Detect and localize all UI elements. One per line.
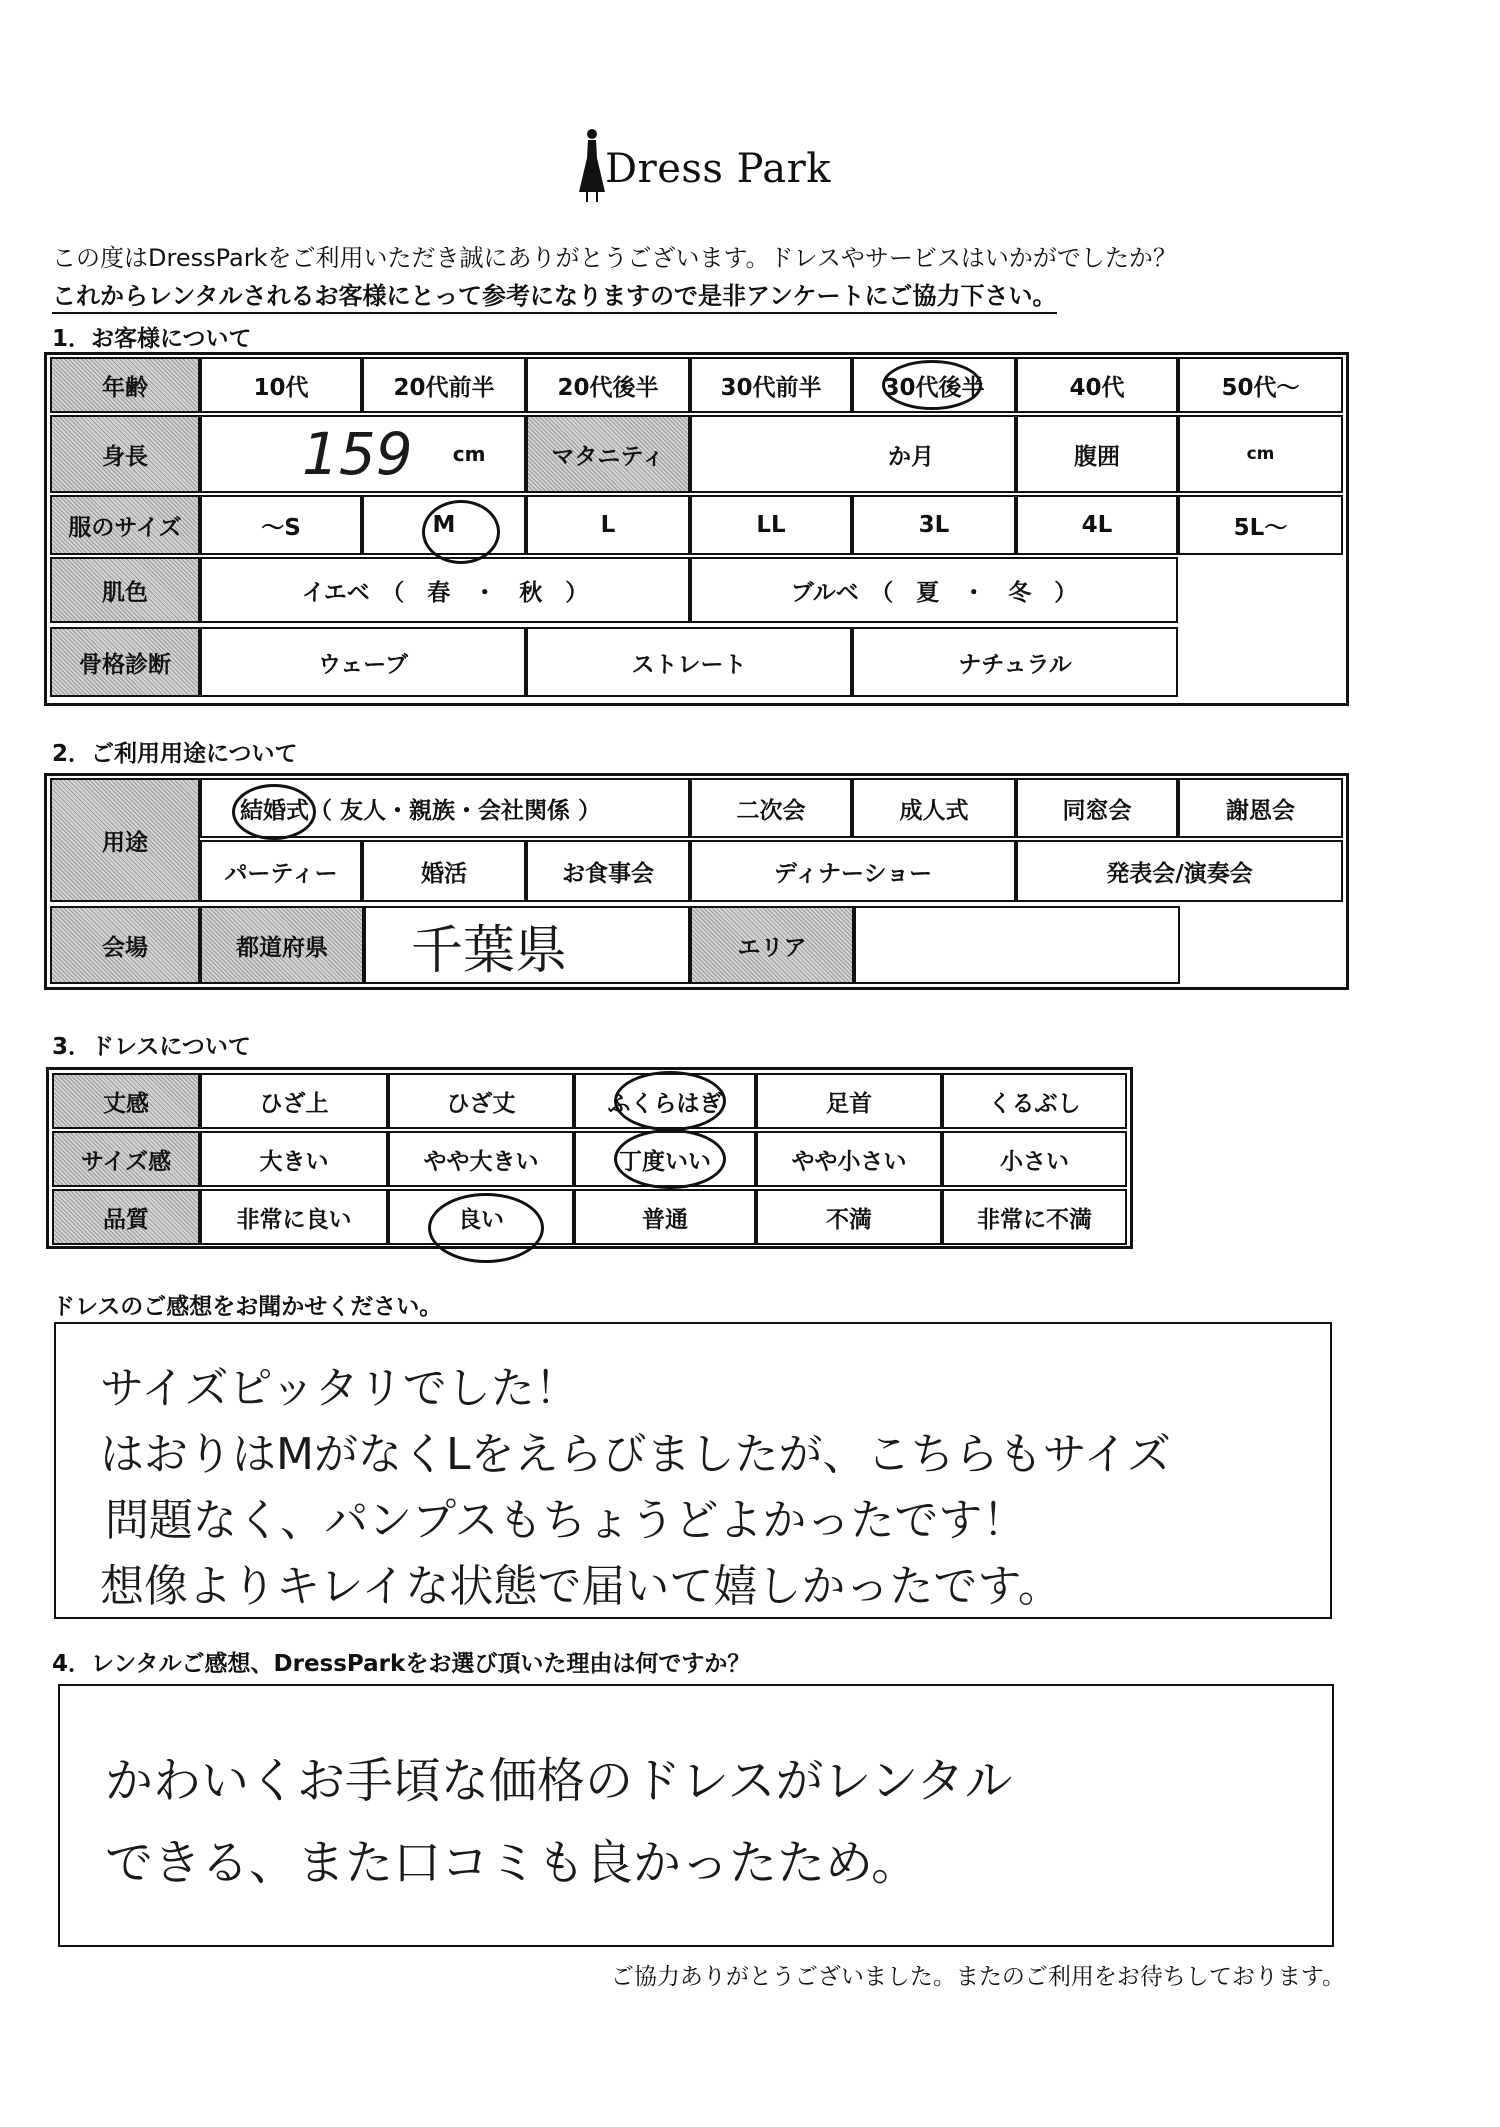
- section2-title: 2．ご利用用途について: [52, 741, 298, 767]
- comment-line: はおりはMがなくLをえらびましたが、こちらもサイズ: [100, 1429, 1171, 1480]
- age-option[interactable]: 20代後半: [526, 357, 690, 413]
- section4-title: 4．レンタルご感想、DressParkをお選び頂いた理由は何ですか？: [52, 1651, 751, 1677]
- size-option[interactable]: L: [526, 495, 690, 555]
- dress-row-label: サイズ感: [52, 1131, 200, 1187]
- frame-natural-option[interactable]: ナチュラル: [852, 627, 1178, 697]
- size-option[interactable]: ～S: [200, 495, 362, 555]
- selection-circle: [614, 1129, 726, 1189]
- dress-option[interactable]: 非常に良い: [200, 1189, 388, 1245]
- frame-label: 骨格診断: [50, 627, 200, 697]
- dress-option[interactable]: 小さい: [942, 1131, 1127, 1187]
- recital-option[interactable]: 発表会/演奏会: [1016, 840, 1343, 902]
- wedding-label: 結婚式: [240, 797, 309, 824]
- section3-title: 3．ドレスについて: [52, 1034, 251, 1060]
- selection-circle: [422, 500, 500, 564]
- dress-option[interactable]: 足首: [756, 1073, 942, 1129]
- age-option[interactable]: 30代前半: [690, 357, 852, 413]
- dinner-party-option[interactable]: お食事会: [526, 840, 690, 902]
- months-unit: か月: [888, 443, 934, 470]
- maternity-cell[interactable]: [690, 415, 1016, 493]
- thanks-party-option[interactable]: 謝恩会: [1178, 778, 1343, 838]
- konkatsu-option[interactable]: 婚活: [362, 840, 526, 902]
- dress-row-label: 品質: [52, 1189, 200, 1245]
- size-option[interactable]: LL: [690, 495, 852, 555]
- dress-option[interactable]: 非常に不満: [942, 1189, 1127, 1245]
- skin-yellow-option[interactable]: イエベ （ 春 ・ 秋 ）: [200, 557, 690, 623]
- area-field[interactable]: [854, 906, 1180, 984]
- after-party-option[interactable]: 二次会: [690, 778, 852, 838]
- comment-prompt: ドレスのご感想をお聞かせください。: [52, 1294, 443, 1320]
- dress-option[interactable]: 大きい: [200, 1131, 388, 1187]
- reason-line: かわいくお手頃な価格のドレスがレンタル: [105, 1753, 1013, 1809]
- skin-label: 肌色: [50, 557, 200, 623]
- footer-thanks: ご協力ありがとうございました。またのご利用をお待ちしております。: [610, 1964, 1345, 1990]
- selection-circle: [428, 1193, 544, 1263]
- dress-row-label: 丈感: [52, 1073, 200, 1129]
- age-option[interactable]: 10代: [200, 357, 362, 413]
- selection-circle: [614, 1071, 726, 1131]
- size-option[interactable]: 5L～: [1178, 495, 1343, 555]
- height-cell[interactable]: [200, 415, 526, 493]
- age-option[interactable]: 50代～: [1178, 357, 1343, 413]
- brand-logo: Dress Park: [605, 146, 831, 192]
- coming-of-age-option[interactable]: 成人式: [852, 778, 1016, 838]
- size-option[interactable]: 3L: [852, 495, 1016, 555]
- reunion-option[interactable]: 同窓会: [1016, 778, 1178, 838]
- dress-option[interactable]: ひざ丈: [388, 1073, 574, 1129]
- skin-blue-option[interactable]: ブルベ （ 夏 ・ 冬 ）: [690, 557, 1178, 623]
- age-label: 年齢: [50, 357, 200, 413]
- waist-cell[interactable]: cm: [1178, 415, 1343, 493]
- intro-request: これからレンタルされるお客様にとって参考になりますので是非アンケートにご協力下さい。: [52, 276, 1057, 314]
- dress-option[interactable]: ひざ上: [200, 1073, 388, 1129]
- dress-option[interactable]: やや小さい: [756, 1131, 942, 1187]
- purpose-label: 用途: [50, 778, 200, 902]
- comment-line: 想像よりキレイな状態で届いて嬉しかったです。: [100, 1561, 1062, 1612]
- dress-option[interactable]: 丁度いい: [574, 1131, 756, 1187]
- selection-circle: [232, 784, 316, 840]
- dinner-show-option[interactable]: ディナーショー: [690, 840, 1016, 902]
- size-label: 服のサイズ: [50, 495, 200, 555]
- waist-label: 腹囲: [1016, 415, 1178, 493]
- maternity-label: マタニティ: [526, 415, 690, 493]
- prefecture-field[interactable]: [364, 906, 690, 984]
- size-option[interactable]: 4L: [1016, 495, 1178, 555]
- dress-option[interactable]: くるぶし: [942, 1073, 1127, 1129]
- age-option[interactable]: 30代後半: [852, 357, 1016, 413]
- dress-option[interactable]: 普通: [574, 1189, 756, 1245]
- reason-line: できる、また口コミも良かったため。: [105, 1835, 920, 1891]
- reason-box[interactable]: [58, 1684, 1334, 1947]
- age-option[interactable]: 20代前半: [362, 357, 526, 413]
- frame-straight-option[interactable]: ストレート: [526, 627, 852, 697]
- height-label: 身長: [50, 415, 200, 493]
- dress-option[interactable]: ふくらはぎ: [574, 1073, 756, 1129]
- wedding-sub: （ 友人・親族・会社関係 ）: [309, 797, 602, 824]
- intro-text: この度はDressParkをご利用いただき誠にありがとうございます。ドレスやサービスはいかがでしたか？: [52, 244, 1177, 272]
- section1-title: 1．お客様について: [52, 326, 252, 352]
- size-option[interactable]: M: [362, 495, 526, 555]
- frame-wave-option[interactable]: ウェーブ: [200, 627, 526, 697]
- comment-line: 問題なく、パンプスもちょうどよかったです！: [105, 1495, 1027, 1546]
- selection-circle: [882, 360, 982, 410]
- party-option[interactable]: パーティー: [200, 840, 362, 902]
- height-unit: cm: [452, 442, 486, 466]
- dress-option[interactable]: 不満: [756, 1189, 942, 1245]
- comment-line: サイズピッタリでした！: [100, 1363, 579, 1414]
- dress-option[interactable]: やや大きい: [388, 1131, 574, 1187]
- age-option[interactable]: 40代: [1016, 357, 1178, 413]
- prefecture-label: 都道府県: [200, 906, 364, 984]
- venue-label: 会場: [50, 906, 200, 984]
- height-value: 159: [302, 420, 413, 488]
- dress-option[interactable]: 良い: [388, 1189, 574, 1245]
- prefecture-value: 千葉県: [411, 920, 568, 981]
- area-label: エリア: [690, 906, 854, 984]
